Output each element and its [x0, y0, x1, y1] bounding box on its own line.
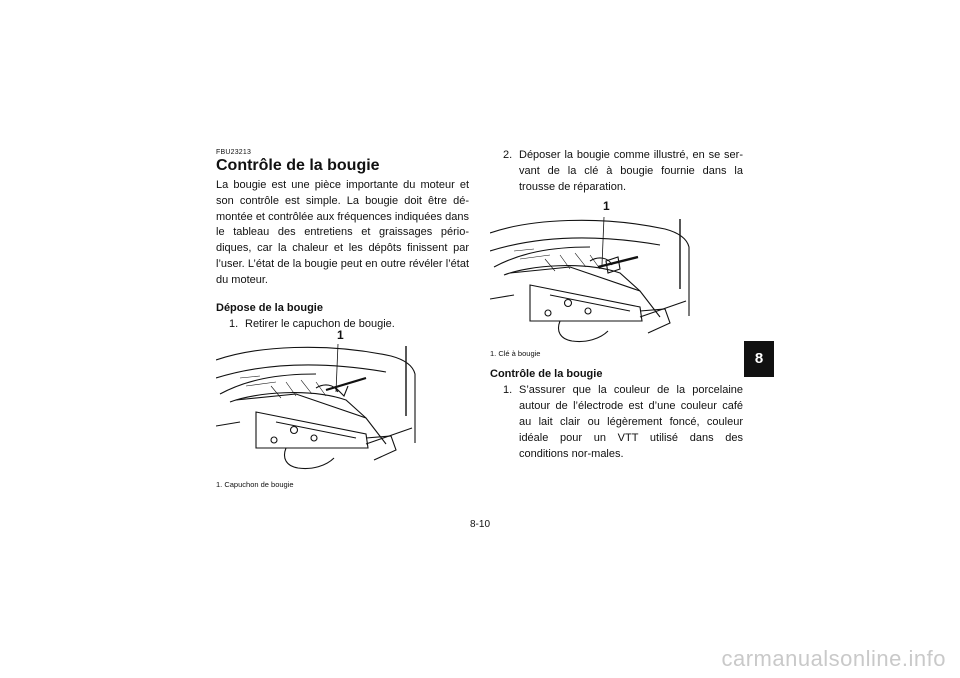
figure-callout: 1 — [603, 199, 610, 214]
step-1-check-porcelain — [490, 383, 743, 462]
section-code: FBU23213 — [216, 149, 252, 156]
step-2-remove-plug — [490, 148, 743, 195]
left-column — [216, 148, 469, 490]
figure-caption: 1. Clé à bougie — [490, 349, 541, 359]
section-tab: 8 — [744, 341, 774, 377]
figure-spark-plug-cap — [216, 328, 469, 478]
subheading-removal: Dépose de la bougie — [216, 301, 323, 314]
step-text: Retirer le capuchon de bougie. — [245, 317, 395, 330]
callout-leader — [336, 344, 338, 392]
watermark: carmanualsonline.info — [721, 646, 946, 671]
illustration-spark-plug-wrench — [490, 211, 690, 349]
section-title: Contrôle de la bougie — [216, 157, 380, 174]
figure-caption: 1. Capuchon de bougie — [216, 480, 294, 490]
step-number: 1. — [229, 317, 239, 330]
step-number: 1. — [503, 384, 513, 397]
intro-paragraph: La bougie est une pièce importante du moteur et son contrôle est simple. La bougie doit être dé-montée et contrôlée aux fréquences indiquées dans le tableau des entretiens et graissages pério-diques, car la chaleur et les dépôts finissent par l’user. L’état de la bougie peut en outre révéler l’état du moteur. — [216, 179, 469, 286]
step-number: 2. — [503, 149, 513, 161]
step-text: S’assurer que la couleur de la porcelaine autour de l’électrode est d’une couleur café au lait clair ou légèrement foncé, couleur idéale pour un VTT utilisé dans des conditions nor-males. — [519, 384, 743, 460]
subheading-inspection: Contrôle de la bougie — [490, 368, 603, 381]
page-number: 8-10 — [469, 519, 490, 530]
figure-spark-plug-wrench — [490, 199, 743, 349]
right-column — [490, 148, 743, 462]
illustration-spark-plug-cap — [216, 338, 416, 478]
step-text: Déposer la bougie comme illustré, en se ser-vant de la clé à bougie fournie dans la trousse de réparation. — [519, 149, 743, 193]
figure-callout: 1 — [337, 328, 344, 343]
